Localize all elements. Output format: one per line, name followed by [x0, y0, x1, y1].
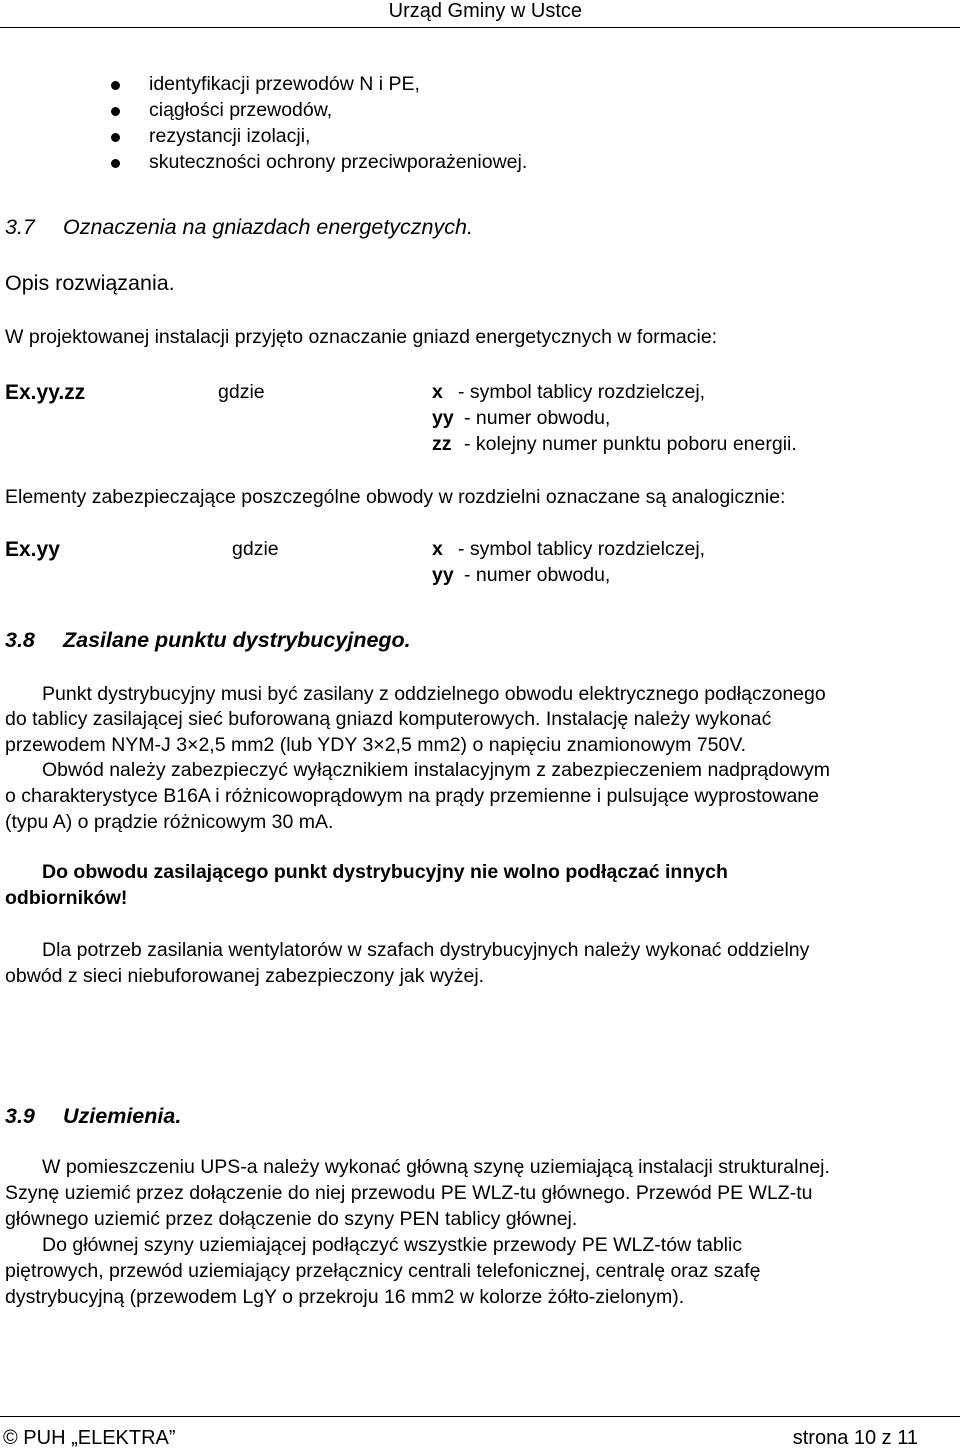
section-number: 3.9 [5, 1104, 35, 1128]
def-symbol: yy [432, 407, 454, 429]
subheading: Opis rozwiązania. [5, 271, 175, 295]
paragraph-line: głównego uziemić przez dołączenie do szyny PEN tablicy głównej. [5, 1208, 578, 1230]
paragraph: W projektowanej instalacji przyjęto oznaczanie gniazd energetycznych w formacie: [5, 326, 718, 348]
section-number: 3.7 [5, 215, 35, 239]
paragraph-line: Do głównej szyny uziemiającej podłączyć wszystkie przewody PE WLZ-tów tablic [42, 1234, 743, 1256]
def-desc: - numer obwodu, [464, 564, 611, 586]
gdzie-label: gdzie [218, 381, 265, 403]
def-desc: - symbol tablicy rozdzielczej, [458, 381, 706, 403]
paragraph-line: piętrowych, przewód uziemiający przełącznicy centrali telefonicznej, centralę oraz szafę [5, 1260, 761, 1282]
list-item: ciągłości przewodów, [149, 99, 333, 121]
paragraph-line: Dla potrzeb zasilania wentylatorów w szafach dystrybucyjnych należy wykonać oddzielny [42, 939, 810, 961]
footer-divider [0, 1416, 960, 1417]
page-header-title: Urząd Gminy w Ustce [388, 0, 582, 22]
header-divider [0, 27, 960, 28]
def-symbol: x [432, 538, 443, 560]
format-code: Ex.yy.zz [5, 381, 86, 404]
def-symbol: yy [432, 564, 454, 586]
paragraph-line: o charakterystyce B16A i różnicowoprądowym na prądy przemienne i pulsujące wyprostowane [5, 785, 819, 807]
list-item: identyfikacji przewodów N i PE, [149, 73, 420, 95]
def-symbol: x [432, 381, 443, 403]
footer-copyright: © PUH „ELEKTRA” [3, 1427, 176, 1449]
list-item: skuteczności ochrony przeciwporażeniowej. [149, 151, 528, 173]
warning-line: Do obwodu zasilającego punkt dystrybucyjny nie wolno podłączać innych [42, 861, 728, 883]
section-title: Zasilane punktu dystrybucyjnego. [63, 628, 411, 652]
bullet-icon [111, 107, 120, 116]
paragraph-line: obwód z sieci niebuforowanej zabezpieczony jak wyżej. [5, 965, 485, 987]
page-number: strona 10 z 11 [792, 1427, 918, 1449]
section-title: Oznaczenia na gniazdach energetycznych. [63, 215, 473, 239]
gdzie-label: gdzie [232, 538, 279, 560]
paragraph-line: do tablicy zasilającej sieć buforowaną gniazd komputerowych. Instalację należy wykonać [5, 708, 772, 730]
paragraph-line: W pomieszczeniu UPS-a należy wykonać główną szynę uziemiającą instalacji strukturalnej. [42, 1156, 830, 1178]
paragraph-line: dystrybucyjną (przewodem LgY o przekroju 16 mm2 w kolorze żółto-zielonym). [5, 1286, 685, 1308]
section-number: 3.8 [5, 628, 35, 652]
paragraph-line: Szynę uziemić przez dołączenie do niej przewodu PE WLZ-tu głównego. Przewód PE WLZ-tu [5, 1182, 813, 1204]
list-item: rezystancji izolacji, [149, 125, 311, 147]
def-symbol: zz [432, 433, 452, 455]
bullet-icon [111, 133, 120, 142]
paragraph-line: przewodem NYM-J 3×2,5 mm2 (lub YDY 3×2,5 mm2) o napięciu znamionowym 750V. [5, 734, 746, 756]
def-desc: - symbol tablicy rozdzielczej, [458, 538, 706, 560]
paragraph-line: (typu A) o prądzie różnicowym 30 mA. [5, 811, 334, 833]
paragraph-line: Punkt dystrybucyjny musi być zasilany z oddzielnego obwodu elektrycznego podłączonego [42, 683, 826, 705]
section-title: Uziemienia. [63, 1104, 182, 1128]
paragraph: Elementy zabezpieczające poszczególne obwody w rozdzielni oznaczane są analogicznie: [5, 486, 786, 508]
format-code: Ex.yy [5, 538, 60, 561]
paragraph-line: Obwód należy zabezpieczyć wyłącznikiem instalacyjnym z zabezpieczeniem nadprądowym [42, 759, 830, 781]
def-desc: - numer obwodu, [464, 407, 611, 429]
bullet-icon [111, 81, 120, 90]
bullet-icon [111, 159, 120, 168]
def-desc: - kolejny numer punktu poboru energii. [464, 433, 797, 455]
warning-line: odbiorników! [5, 887, 128, 909]
